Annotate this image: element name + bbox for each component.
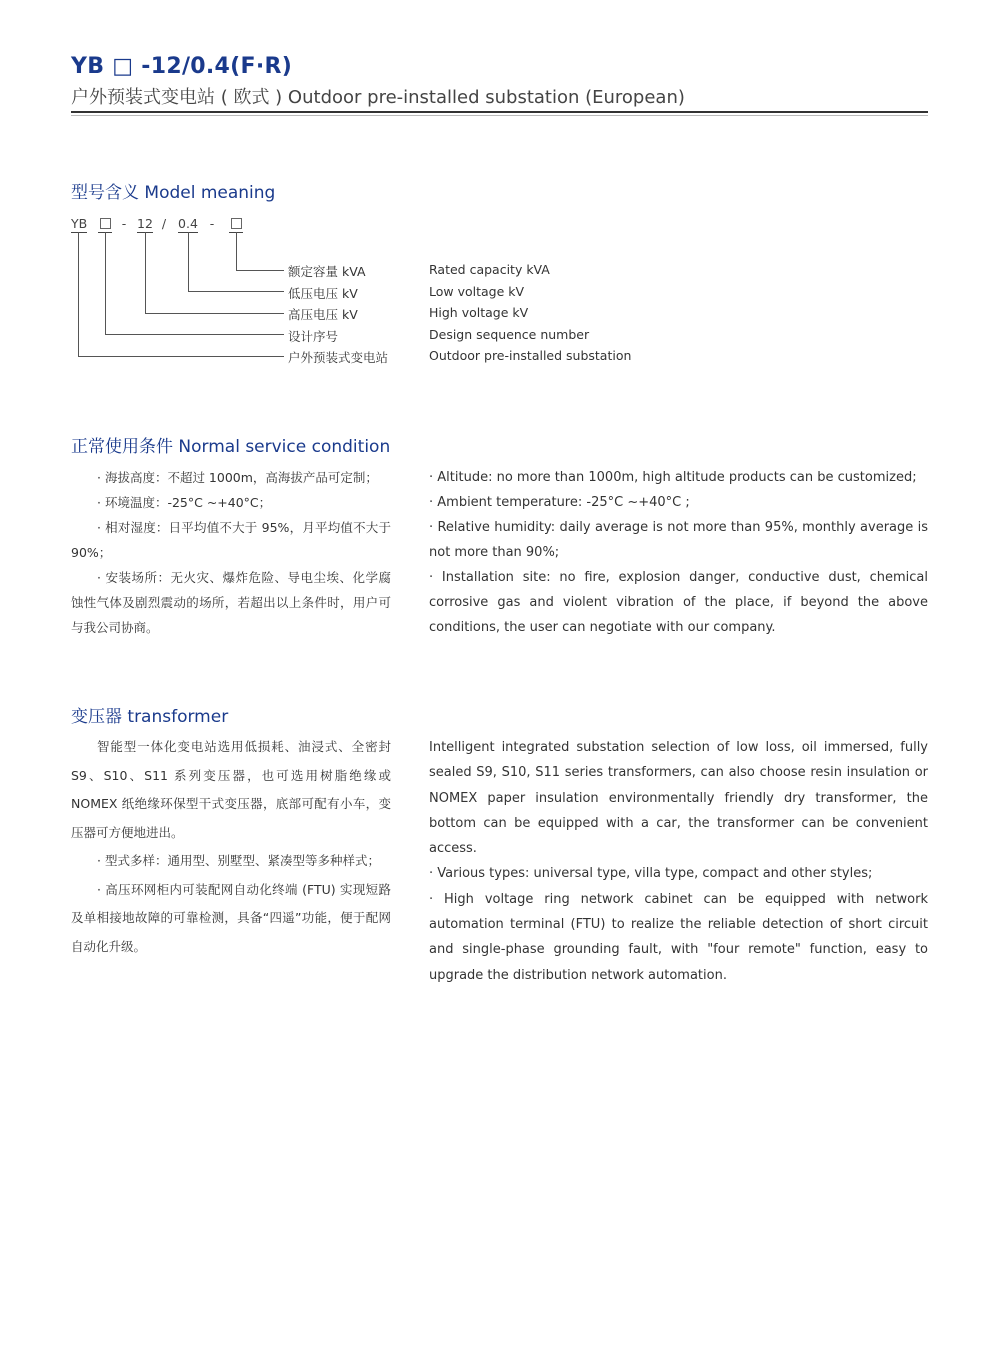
leader-line bbox=[78, 356, 284, 357]
code-underline bbox=[71, 232, 87, 233]
model-item-en: Design sequence number bbox=[429, 327, 590, 342]
leader-line bbox=[145, 313, 284, 314]
transformer-cn bbox=[71, 733, 391, 961]
leader-line bbox=[188, 291, 284, 292]
code-token-design-seq bbox=[98, 216, 112, 231]
transformer-en-types: · Various types: universal type, villa type, compact and other styles; bbox=[429, 866, 873, 882]
model-item-cn: 户外预装式变电站 bbox=[288, 350, 389, 365]
condition-cn-installation: · 安装场所：无火灾、爆炸危险、导电尘埃、化学腐蚀性气体及剧烈震动的场所，若超出以上条件时，用户可与我公司协商。 bbox=[71, 570, 391, 635]
code-token-dash: - bbox=[209, 216, 215, 231]
transformer-en bbox=[429, 735, 928, 988]
code-token-hv: 12 bbox=[137, 216, 153, 231]
model-item-en: High voltage kV bbox=[429, 305, 529, 320]
leader-line bbox=[188, 232, 189, 291]
transformer-cn-types: · 型式多样：通用型、别墅型、紧凑型等多种样式； bbox=[97, 853, 380, 868]
condition-en-installation: · Installation site: no fire, explosion danger, conductive dust, chemical corrosive gas and violent vibration of the place, if beyond the above conditions, the user can negotiate with our company. bbox=[429, 570, 928, 635]
transformer-cn-intro: 智能型一体化变电站选用低损耗、油浸式、全密封 S9、S10、S11 系列变压器，也可选用树脂绝缘或 NOMEX 纸绝缘环保型干式变压器，底部可配有小车，变压器可方便地进出。 bbox=[71, 739, 391, 840]
condition-cn-temperature: · 环境温度：-25°C ~+40°C； bbox=[97, 495, 272, 510]
section-heading-service-condition: 正常使用条件 Normal service condition bbox=[71, 437, 391, 457]
condition-en-humidity: · Relative humidity: daily average is not more than 95%, monthly average is not more than 90%; bbox=[429, 520, 928, 560]
placeholder-square-icon bbox=[231, 218, 242, 229]
leader-line bbox=[78, 232, 79, 356]
transformer-en-ftu: · High voltage ring network cabinet can be equipped with network automation terminal (FTU) to realize the reliable detection of short circuit and single-phase grounding fault, with "four remote" function, easy to upgrade the distribution network automation. bbox=[429, 891, 928, 983]
model-item-cn: 高压电压 kV bbox=[288, 307, 358, 322]
section-heading-transformer: 变压器 transformer bbox=[71, 707, 229, 727]
condition-en-altitude: · Altitude: no more than 1000m, high altitude products can be customized; bbox=[429, 470, 917, 485]
service-condition-cn bbox=[71, 465, 391, 640]
condition-cn-altitude: · 海拔高度：不超过 1000m，高海拔产品可定制； bbox=[97, 470, 378, 485]
leader-line bbox=[236, 270, 284, 271]
model-code-diagram bbox=[0, 0, 1000, 380]
section-heading-model-meaning: 型号含义 Model meaning bbox=[71, 183, 276, 203]
page-title: YB □ -12/0.4(F·R) bbox=[71, 54, 293, 79]
code-token-slash: / bbox=[161, 216, 167, 231]
model-item-cn: 额定容量 kVA bbox=[288, 264, 366, 279]
model-item-cn: 设计序号 bbox=[288, 329, 339, 344]
transformer-cn-ftu: · 高压环网柜内可装配网自动化终端 (FTU) 实现短路及单相接地故障的可靠检测，具备“四遥”功能，便于配网自动化升级。 bbox=[71, 881, 391, 954]
model-item-cn: 低压电压 kV bbox=[288, 286, 358, 301]
code-token-yb: YB bbox=[71, 216, 88, 231]
code-token-dash: - bbox=[121, 216, 127, 231]
leader-line bbox=[105, 232, 106, 334]
model-item-en: Low voltage kV bbox=[429, 284, 525, 299]
service-condition-en bbox=[429, 465, 928, 640]
condition-en-temperature: · Ambient temperature: -25°C ~+40°C ; bbox=[429, 495, 690, 510]
transformer-en-intro: Intelligent integrated substation selection of low loss, oil immersed, fully sealed S9, S10, S11 series transformers, can also choose resin insulation or NOMEX paper insulation environmentally friendly dry transformer, the bottom can be equipped with a car, the transformer can be convenient access. bbox=[429, 740, 928, 857]
placeholder-square-icon bbox=[100, 218, 111, 229]
page-subtitle: 户外预装式变电站 ( 欧式 ) Outdoor pre-installed substation (European) bbox=[71, 87, 685, 108]
code-token-capacity bbox=[229, 216, 243, 231]
condition-cn-humidity: · 相对湿度：日平均值不大于 95%，月平均值不大于 90%； bbox=[71, 520, 391, 560]
leader-line bbox=[236, 232, 237, 270]
model-item-en: Outdoor pre-installed substation bbox=[429, 348, 632, 363]
leader-line bbox=[105, 334, 284, 335]
model-item-en: Rated capacity kVA bbox=[429, 262, 550, 277]
leader-line bbox=[145, 232, 146, 313]
code-token-lv: 0.4 bbox=[178, 216, 198, 231]
